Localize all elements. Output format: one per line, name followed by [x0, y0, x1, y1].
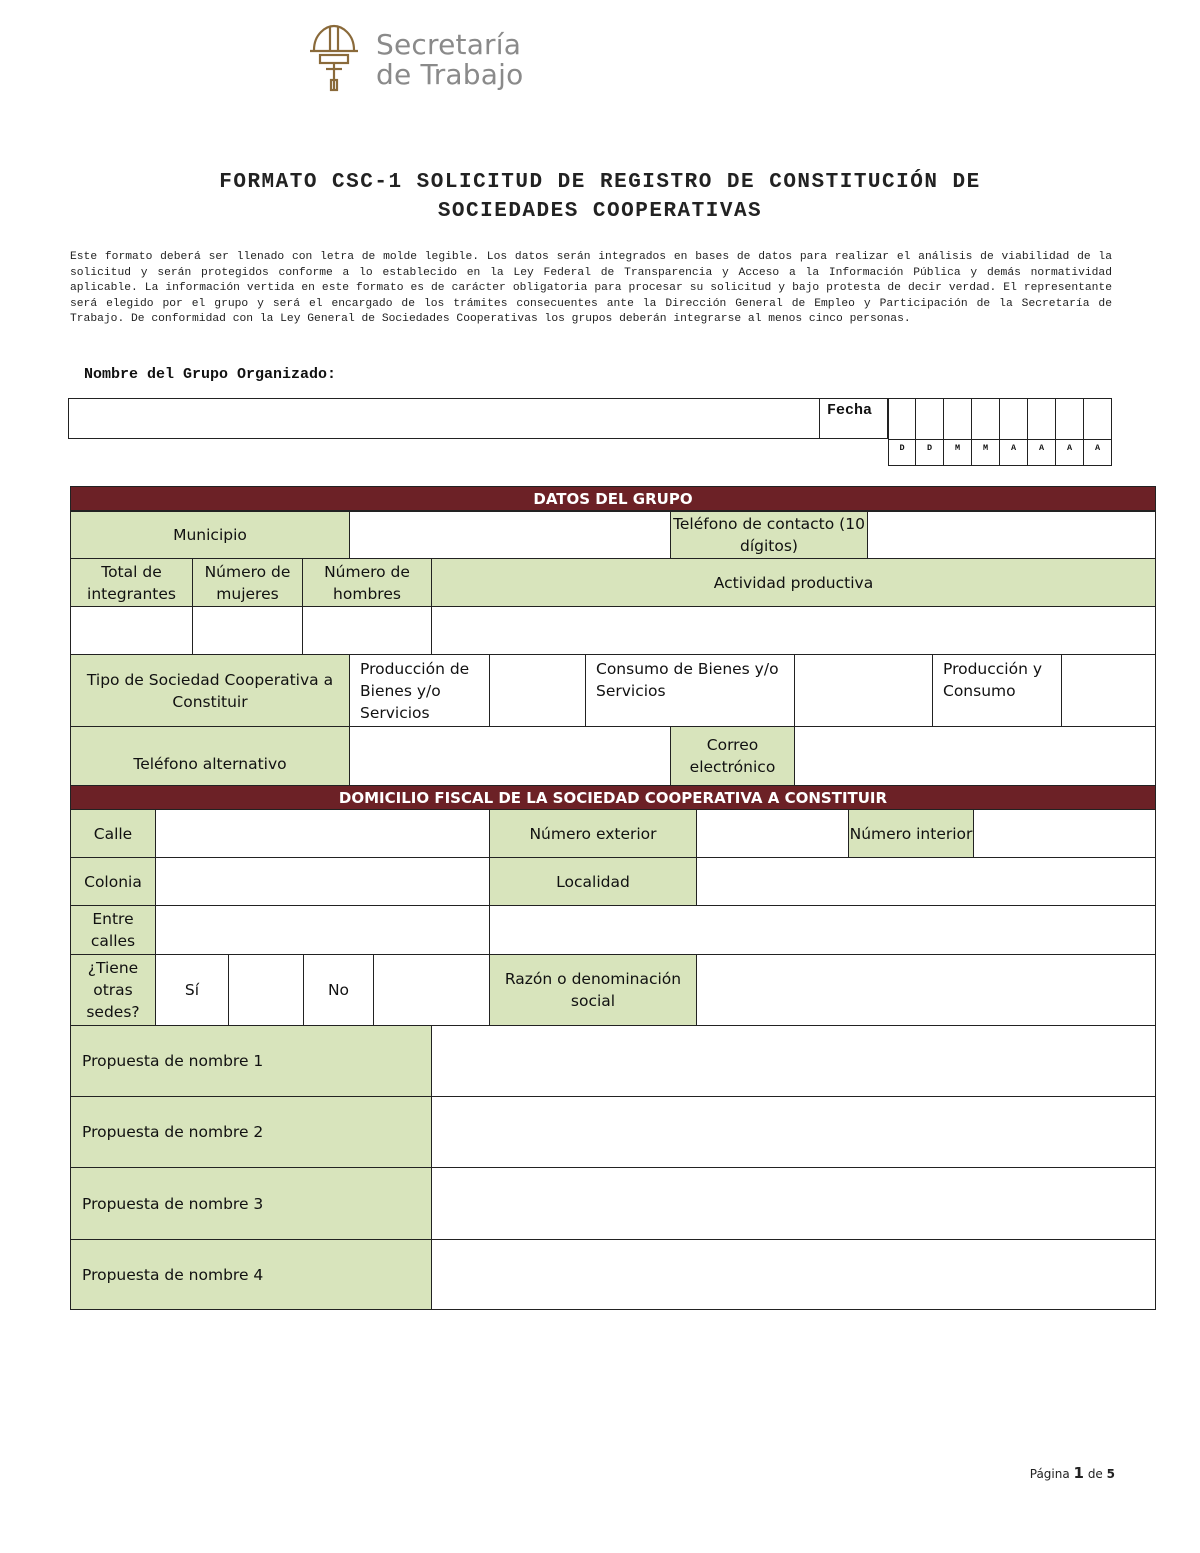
date-day-label: D — [899, 443, 905, 453]
section-header-datos-grupo: DATOS DEL GRUPO — [70, 486, 1156, 511]
date-year-3[interactable] — [1056, 398, 1084, 466]
numero-hombres-field[interactable] — [302, 606, 432, 655]
label-calle: Calle — [70, 809, 156, 858]
date-year-label: A — [1010, 443, 1017, 453]
localidad-field[interactable] — [696, 857, 1156, 906]
option-produccion-bienes: Producción de Bienes y/o Servicios — [349, 654, 490, 727]
label-entre-calles: Entre calles — [70, 905, 156, 955]
label-tipo-sociedad: Tipo de Sociedad Cooperativa a Constituir — [70, 654, 350, 727]
page-middle: de — [1087, 1467, 1103, 1481]
label-correo: Correo electrónico — [670, 726, 795, 786]
label-telefono-alternativo: Teléfono alternativo — [70, 726, 350, 786]
date-day-label: D — [926, 443, 933, 453]
date-month-label: M — [982, 443, 989, 453]
intro-paragraph: Este formato deberá ser llenado con letra de molde legible. Los datos serán integrados en bases de datos para realizar el análisis de viabilidad de la solicitud y serán protegidos conforme a lo establecido en la Ley Federal de Transparencia y Acceso a la Información Pública y demás normatividad aplicable. La información vertida en este formato es de carácter obligatoria para procesar su solicitud y bajo protesta de decir verdad. El representante será elegido por el grupo y será el encargado de los trámites consecuentes ante la Dirección General de Empleo y Participación de la Secretaría de Trabajo. De conformidad con la Ley General de Sociedades Cooperativas los grupos deberán integrarse al menos cinco personas. — [70, 251, 1112, 326]
razon-social-field[interactable] — [696, 954, 1156, 1026]
page-prefix: Página — [1029, 1467, 1070, 1481]
numero-exterior-field[interactable] — [696, 809, 849, 858]
label-numero-exterior: Número exterior — [489, 809, 697, 858]
correo-field[interactable] — [794, 726, 1156, 786]
colonia-field[interactable] — [155, 857, 490, 906]
label-propuesta-3: Propuesta de nombre 3 — [70, 1167, 432, 1240]
otras-sedes-si-checkbox[interactable] — [228, 954, 304, 1026]
page-number — [1030, 1464, 1115, 1482]
numero-mujeres-field[interactable] — [192, 606, 303, 655]
date-day-1[interactable] — [888, 398, 916, 466]
date-year-2[interactable] — [1028, 398, 1056, 466]
label-localidad: Localidad — [489, 857, 697, 906]
otras-sedes-no-checkbox[interactable] — [373, 954, 490, 1026]
actividad-productiva-field[interactable] — [431, 606, 1156, 655]
date-day-2[interactable] — [916, 398, 944, 466]
calle-field[interactable] — [155, 809, 490, 858]
produccion-consumo-checkbox[interactable] — [1061, 654, 1156, 727]
entre-calles-field-2[interactable] — [489, 905, 1156, 955]
date-year-1[interactable] — [1000, 398, 1028, 466]
label-propuesta-4: Propuesta de nombre 4 — [70, 1239, 432, 1310]
label-numero-mujeres: Número de mujeres — [192, 558, 303, 607]
entre-calles-field-1[interactable] — [155, 905, 490, 955]
date-month-label: M — [954, 443, 961, 453]
title-line-1: FORMATO CSC-1 SOLICITUD DE REGISTRO DE CONSTITUCIÓN DE — [219, 171, 981, 194]
date-month-2[interactable] — [972, 398, 1000, 466]
label-propuesta-1: Propuesta de nombre 1 — [70, 1025, 432, 1097]
option-consumo-bienes: Consumo de Bienes y/o Servicios — [585, 654, 795, 727]
propuesta-2-field[interactable] — [431, 1096, 1156, 1168]
page-title — [120, 168, 1080, 226]
label-municipio: Municipio — [70, 511, 350, 559]
date-year-label: A — [1038, 443, 1045, 453]
propuesta-4-field[interactable] — [431, 1239, 1156, 1310]
logo-text — [376, 30, 523, 90]
label-numero-interior: Número interior — [848, 809, 974, 858]
label-numero-hombres: Número de hombres — [302, 558, 432, 607]
label-colonia: Colonia — [70, 857, 156, 906]
label-total-integrantes: Total de integrantes — [70, 558, 193, 607]
label-otras-sedes: ¿Tiene otras sedes? — [70, 954, 156, 1026]
consumo-bienes-checkbox[interactable] — [794, 654, 933, 727]
date-year-label: A — [1094, 443, 1101, 453]
label-propuesta-2: Propuesta de nombre 2 — [70, 1096, 432, 1168]
date-year-4[interactable] — [1084, 398, 1112, 466]
label-si: Sí — [155, 954, 229, 1026]
telefono-alternativo-field[interactable] — [349, 726, 671, 786]
total-integrantes-field[interactable] — [70, 606, 193, 655]
propuesta-3-field[interactable] — [431, 1167, 1156, 1240]
group-name-field[interactable] — [68, 398, 820, 439]
numero-interior-field[interactable] — [973, 809, 1156, 858]
logo-line-1: Secretaría — [376, 28, 522, 61]
option-produccion-consumo: Producción y Consumo — [932, 654, 1062, 727]
date-month-1[interactable] — [944, 398, 972, 466]
fecha-label: Fecha — [820, 398, 888, 439]
logo-line-2: de Trabajo — [376, 58, 524, 91]
logo-hard-hat-icon — [306, 22, 366, 98]
produccion-bienes-checkbox[interactable] — [489, 654, 586, 727]
label-razon-social: Razón o denominación social — [489, 954, 697, 1026]
title-line-2: SOCIEDADES COOPERATIVAS — [437, 200, 763, 223]
total-pages: 5 — [1106, 1467, 1115, 1481]
label-no: No — [303, 954, 374, 1026]
current-page: 1 — [1073, 1464, 1084, 1482]
date-year-label: A — [1066, 443, 1073, 453]
propuesta-1-field[interactable] — [431, 1025, 1156, 1097]
label-telefono-contacto: Teléfono de contacto (10 dígitos) — [670, 511, 868, 559]
section-header-domicilio: DOMICILIO FISCAL DE LA SOCIEDAD COOPERATIVA A CONSTITUIR — [70, 785, 1156, 810]
telefono-contacto-field[interactable] — [867, 511, 1156, 559]
label-actividad-productiva: Actividad productiva — [431, 558, 1156, 607]
group-name-label: Nombre del Grupo Organizado: — [84, 366, 337, 383]
municipio-field[interactable] — [349, 511, 671, 559]
